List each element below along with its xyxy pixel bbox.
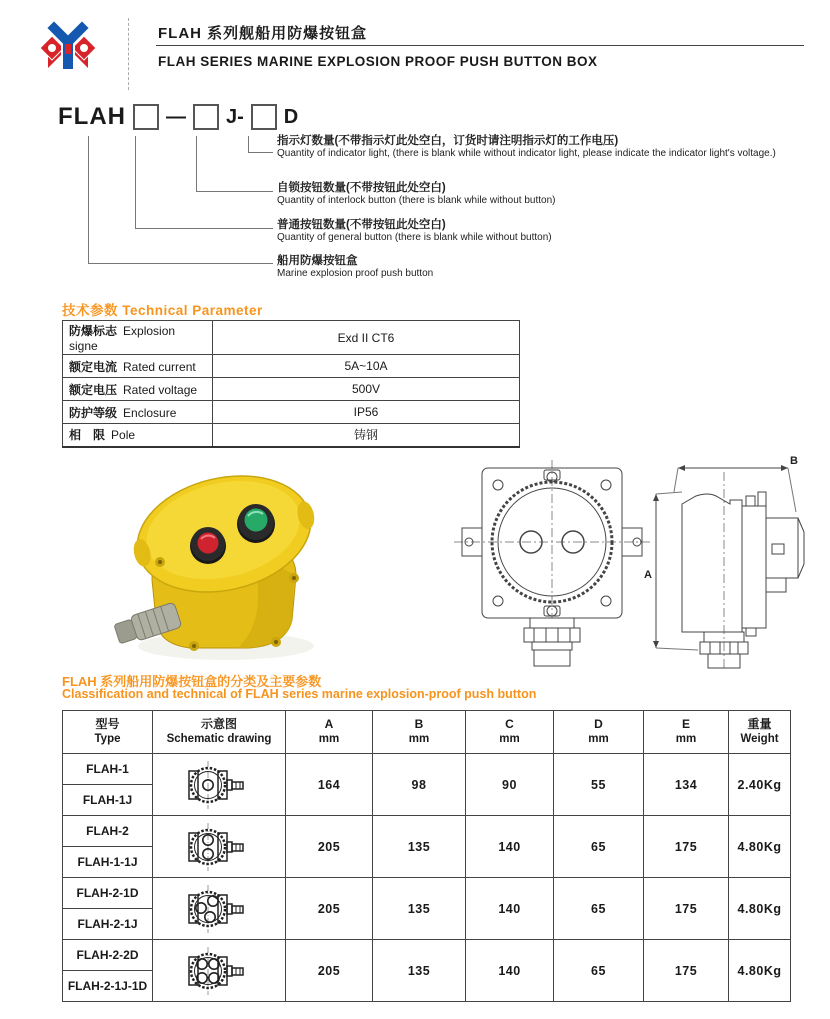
classification-heading-cn: FLAH 系列船用防爆按钮盒的分类及主要参数 bbox=[62, 674, 322, 689]
param-label-cn: 额定电流 bbox=[69, 359, 118, 374]
dim-c: 140 bbox=[466, 940, 554, 1002]
type-cell: FLAH-2-2D bbox=[63, 940, 153, 971]
dim-label-a: A bbox=[644, 569, 652, 581]
param-value: 5A~10A bbox=[213, 355, 520, 378]
param-label-cn: 额定电压 bbox=[69, 382, 118, 397]
weight-cell: 4.80Kg bbox=[729, 816, 791, 878]
page-title-cn: FLAH 系列舰船用防爆按钮盒 bbox=[158, 25, 368, 42]
header-divider bbox=[128, 18, 129, 90]
col-header-c: C mm bbox=[466, 711, 554, 754]
col-header-a: A mm bbox=[286, 711, 373, 754]
product-photo bbox=[98, 458, 340, 666]
weight-cell: 4.80Kg bbox=[729, 878, 791, 940]
annotation-cn: 指示灯数量(不带指示灯此处空白，订货时请注明指示灯的工作电压) bbox=[277, 135, 619, 147]
dim-c: 90 bbox=[466, 754, 554, 816]
annotation-en: Marine explosion proof push button bbox=[277, 268, 434, 280]
connector-line bbox=[135, 228, 273, 229]
dim-e: 134 bbox=[644, 754, 729, 816]
dim-d: 55 bbox=[554, 754, 644, 816]
table-row bbox=[63, 754, 791, 785]
connector-line bbox=[196, 136, 197, 191]
param-label-cn: 相 限 bbox=[69, 428, 106, 443]
param-value: 500V bbox=[213, 378, 520, 401]
model-box-indicator bbox=[251, 104, 277, 130]
param-value: 铸钢 bbox=[213, 424, 520, 447]
annotation-en: Quantity of general button (there is blank while without button) bbox=[277, 232, 552, 244]
param-label-en: Pole bbox=[111, 428, 136, 443]
dim-e: 175 bbox=[644, 878, 729, 940]
classification-heading-en: Classification and technical of FLAH series marine explosion-proof push button bbox=[62, 687, 537, 701]
param-label-en: Explosion signe bbox=[69, 324, 176, 353]
dim-e: 175 bbox=[644, 816, 729, 878]
type-cell: FLAH-1J bbox=[63, 785, 153, 816]
connector-line bbox=[248, 136, 249, 152]
connector-line bbox=[88, 136, 89, 263]
type-cell: FLAH-2 bbox=[63, 816, 153, 847]
param-value: Exd II CT6 bbox=[213, 321, 520, 355]
dim-a: 164 bbox=[286, 754, 373, 816]
dim-a: 205 bbox=[286, 816, 373, 878]
annotation-cn: 船用防爆按钮盒 bbox=[277, 255, 358, 267]
annotation-interlock-button bbox=[277, 181, 825, 208]
dim-a: 205 bbox=[286, 940, 373, 1002]
tech-params-heading: 技术参数 Technical Parameter bbox=[62, 303, 263, 318]
weight-cell: 2.40Kg bbox=[729, 754, 791, 816]
model-separator: — bbox=[165, 105, 186, 128]
connector-line bbox=[88, 263, 273, 264]
table-row bbox=[63, 940, 791, 971]
type-cell: FLAH-2-1D bbox=[63, 878, 153, 909]
col-header-schematic: 示意图 Schematic drawing bbox=[153, 711, 286, 754]
param-value: IP56 bbox=[213, 401, 520, 424]
table-row bbox=[63, 355, 520, 378]
dim-label-b: B bbox=[790, 455, 798, 467]
side-view-drawing bbox=[638, 452, 810, 672]
table-header-row bbox=[63, 711, 791, 754]
dim-b: 135 bbox=[373, 816, 466, 878]
dim-d: 65 bbox=[554, 940, 644, 1002]
type-cell: FLAH-1 bbox=[63, 754, 153, 785]
header-rule bbox=[156, 45, 804, 46]
schematic-drawing bbox=[153, 878, 286, 940]
annotation-en: Quantity of indicator light, (there is blank while without indicator light, please indicate the indicator light's voltage.) bbox=[277, 148, 776, 160]
type-cell: FLAH-2-1J-1D bbox=[63, 971, 153, 1002]
model-box-general bbox=[133, 104, 159, 130]
model-designation-row bbox=[58, 103, 298, 131]
dim-a: 205 bbox=[286, 878, 373, 940]
dim-e: 175 bbox=[644, 940, 729, 1002]
dim-b: 135 bbox=[373, 878, 466, 940]
model-suffix: D bbox=[283, 105, 299, 128]
dim-d: 65 bbox=[554, 816, 644, 878]
model-prefix: FLAH bbox=[58, 103, 126, 130]
model-box-interlock bbox=[193, 104, 219, 130]
table-row bbox=[63, 878, 791, 909]
annotation-cn: 自锁按钮数量(不带按钮此处空白) bbox=[277, 182, 446, 194]
page-title-en: FLAH SERIES MARINE EXPLOSION PROOF PUSH BUTTON BOX bbox=[158, 54, 598, 69]
annotation-indicator-light bbox=[277, 134, 825, 161]
table-row bbox=[63, 378, 520, 401]
company-logo-icon bbox=[34, 14, 102, 82]
table-row bbox=[63, 816, 791, 847]
table-row bbox=[63, 401, 520, 424]
model-mid-label: J- bbox=[225, 105, 244, 128]
param-label-cn: 防爆标志 bbox=[69, 324, 118, 338]
annotation-en: Quantity of interlock button (there is blank while without button) bbox=[277, 195, 556, 207]
classification-table bbox=[62, 710, 791, 1002]
dim-d: 65 bbox=[554, 878, 644, 940]
connector-line bbox=[135, 136, 136, 228]
table-row bbox=[63, 424, 520, 447]
annotation-cn: 普通按钮数量(不带按钮此处空白) bbox=[277, 219, 446, 231]
dim-c: 140 bbox=[466, 816, 554, 878]
dim-b: 135 bbox=[373, 940, 466, 1002]
annotation-general-button bbox=[277, 218, 825, 245]
col-header-type: 型号 Type bbox=[63, 711, 153, 754]
connector-line bbox=[196, 191, 273, 192]
schematic-drawing bbox=[153, 940, 286, 1002]
connector-line bbox=[248, 152, 273, 153]
type-cell: FLAH-2-1J bbox=[63, 909, 153, 940]
weight-cell: 4.80Kg bbox=[729, 940, 791, 1002]
schematic-drawing bbox=[153, 816, 286, 878]
schematic-drawing bbox=[153, 754, 286, 816]
col-header-b: B mm bbox=[373, 711, 466, 754]
param-label-en: Rated voltage bbox=[123, 382, 198, 397]
front-view-drawing bbox=[452, 458, 654, 668]
dim-c: 140 bbox=[466, 878, 554, 940]
dim-b: 98 bbox=[373, 754, 466, 816]
type-cell: FLAH-1-1J bbox=[63, 847, 153, 878]
col-header-weight: 重量 Weight bbox=[729, 711, 791, 754]
tech-params-table bbox=[62, 320, 520, 448]
table-row bbox=[63, 321, 520, 355]
param-label-en: Enclosure bbox=[123, 405, 177, 420]
annotation-marine-box bbox=[277, 254, 825, 281]
param-label-en: Rated current bbox=[123, 359, 196, 374]
col-header-d: D mm bbox=[554, 711, 644, 754]
param-label-cn: 防护等级 bbox=[69, 405, 118, 420]
col-header-e: E mm bbox=[644, 711, 729, 754]
